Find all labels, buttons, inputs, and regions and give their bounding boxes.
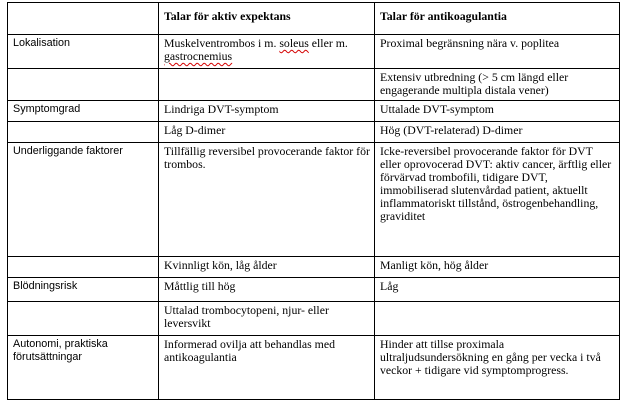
row-label (8, 301, 159, 335)
table-row (8, 278, 620, 302)
header-aktiv-expektans: Talar för aktiv expektans (159, 3, 375, 35)
header-row (8, 3, 620, 35)
spellcheck-word: gastrocnemius (164, 48, 233, 63)
anti-cell: Manligt kön, hög ålder (375, 256, 620, 278)
anti-cell: Hög (DVT-relaterad) D-dimer (375, 121, 620, 143)
aktiv-cell: Måttlig till hög (159, 278, 375, 302)
table-row (8, 143, 620, 256)
row-label (8, 68, 159, 100)
aktiv-text: eller m. (308, 35, 348, 50)
row-label: Autonomi, praktiska förutsättningar (8, 335, 159, 399)
row-label: Symptomgrad (8, 100, 159, 121)
aktiv-text: Muskelventrombos i m. (164, 35, 280, 50)
table-row (8, 100, 620, 121)
header-empty-cell (8, 3, 159, 35)
table-row (8, 301, 620, 335)
anti-cell: Proximal begränsning nära v. poplitea (375, 34, 620, 68)
anti-cell (375, 301, 620, 335)
comparison-table (7, 2, 620, 400)
aktiv-cell: Låg D-dimer (159, 121, 375, 143)
aktiv-cell: Informerad ovilja att behandlas med antikoagulantia (159, 335, 375, 399)
row-label (8, 256, 159, 278)
header-antikoagulantia: Talar för antikoagulantia (375, 3, 620, 35)
aktiv-cell: Uttalad trombocytopeni, njur- eller leversvikt (159, 301, 375, 335)
table-row (8, 335, 620, 399)
aktiv-cell (159, 68, 375, 100)
table-row (8, 68, 620, 100)
anti-cell: Låg (375, 278, 620, 302)
aktiv-cell (159, 34, 375, 68)
table-row (8, 121, 620, 143)
table-row (8, 34, 620, 68)
row-label: Underliggande faktorer (8, 143, 159, 256)
anti-cell: Uttalade DVT-symptom (375, 100, 620, 121)
row-label: Blödningsrisk (8, 278, 159, 302)
aktiv-cell: Tillfällig reversibel provocerande faktor för trombos. (159, 143, 375, 256)
anti-cell: Icke-reversibel provocerande faktor för DVT eller oprovocerad DVT: aktiv cancer, ärftlig eller förvärvad trombofili, tidigare DVT, immobiliserad slutenvårdad patient, aktuellt inflammatoriskt tillstånd, östrogenbehandling, graviditet (375, 143, 620, 256)
anti-cell: Hinder att tillse proximala ultraljudsundersökning en gång per vecka i två veckor + tidigare vid symptomprogress. (375, 335, 620, 399)
row-label: Lokalisation (8, 34, 159, 68)
aktiv-cell: Lindriga DVT-symptom (159, 100, 375, 121)
table-row (8, 256, 620, 278)
spellcheck-word: soleus (279, 35, 309, 50)
anti-cell: Extensiv utbredning (> 5 cm längd eller engagerande multipla distala vener) (375, 68, 620, 100)
aktiv-cell: Kvinnligt kön, låg ålder (159, 256, 375, 278)
row-label (8, 121, 159, 143)
